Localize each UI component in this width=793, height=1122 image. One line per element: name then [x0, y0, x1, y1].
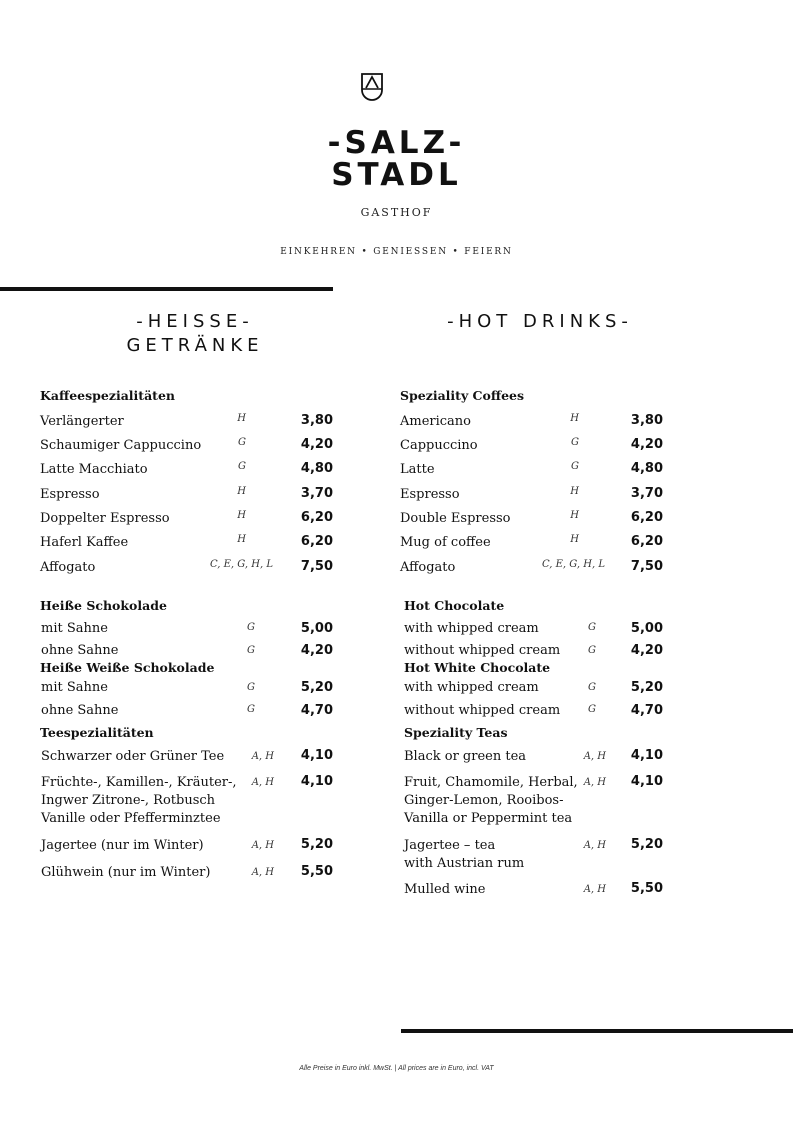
menu-item-name: Haferl Kaffee — [40, 535, 129, 550]
allergen-codes: G — [247, 645, 255, 656]
menu-item-name: Cappuccino — [400, 438, 478, 453]
menu-item-price: 5,50 — [300, 864, 333, 879]
menu-item-name: without whipped cream — [404, 643, 561, 658]
allergen-codes: H — [237, 486, 246, 497]
menu-item-price: 6,20 — [300, 534, 333, 549]
allergen-codes: H — [570, 534, 579, 545]
menu-item-name: with whipped cream — [404, 680, 539, 695]
menu-item-name: without whipped cream — [404, 703, 561, 718]
allergen-codes: C, E, G, H, L — [209, 559, 273, 570]
menu-item-price: 4,80 — [630, 461, 663, 476]
menu-item-price: 4,20 — [300, 437, 333, 452]
menu-item-price: 4,10 — [630, 774, 663, 789]
menu-item-name: Jagertee (nur im Winter) — [41, 838, 204, 853]
menu-item-name: mit Sahne — [41, 621, 108, 636]
menu-item-price: 4,20 — [300, 643, 333, 658]
heading-german-line1: -HEISSE- — [136, 311, 254, 332]
allergen-codes: H — [570, 510, 579, 521]
allergen-codes: G — [247, 622, 255, 633]
menu-item-name: Affogato — [40, 560, 96, 575]
allergen-codes: G — [247, 682, 255, 693]
allergen-codes: A, H — [583, 840, 606, 851]
menu-item-name: Doppelter Espresso — [40, 511, 170, 526]
menu-item-name: with whipped cream — [404, 621, 539, 636]
allergen-codes: H — [570, 486, 579, 497]
section-title-kaffee: Kaffeespezialitäten — [40, 388, 175, 403]
brand-subtitle: GASTHOF — [360, 206, 433, 219]
brand-name-line2: STADL — [331, 157, 462, 193]
divider-bottom-right — [401, 1029, 793, 1033]
allergen-codes: H — [237, 510, 246, 521]
menu-item-price: 7,50 — [300, 559, 333, 574]
allergen-codes: A, H — [251, 751, 274, 762]
menu-item-name: mit Sahne — [41, 680, 108, 695]
menu-item-price: 6,20 — [630, 510, 663, 525]
allergen-codes: G — [571, 437, 579, 448]
menu-item-name: ohne Sahne — [41, 643, 119, 658]
menu-item-name: Affogato — [400, 560, 456, 575]
allergen-codes: G — [588, 622, 596, 633]
menu-item-price: 3,80 — [630, 413, 663, 428]
menu-item-price: 5,50 — [630, 881, 663, 896]
menu-item-price: 6,20 — [300, 510, 333, 525]
menu-item-price: 7,50 — [630, 559, 663, 574]
menu-item-name: Jagertee – tea — [404, 838, 496, 853]
price-footnote: Alle Preise in Euro inkl. MwSt. | All prices are in Euro, incl. VAT — [299, 1065, 494, 1072]
allergen-codes: G — [588, 645, 596, 656]
allergen-codes: G — [238, 461, 246, 472]
allergen-codes: C, E, G, H, L — [541, 559, 605, 570]
section-title-weisse-schokolade: Heiße Weiße Schokolade — [40, 660, 215, 675]
menu-item-price: 4,20 — [630, 437, 663, 452]
menu-item-price: 5,00 — [300, 621, 333, 636]
menu-item-name: Latte — [400, 462, 435, 477]
allergen-codes: H — [570, 413, 579, 424]
menu-item-price: 4,10 — [300, 774, 333, 789]
allergen-codes: A, H — [583, 884, 606, 895]
heading-german-line2: GETRÄNKE — [126, 335, 264, 356]
section-title-schokolade: Heiße Schokolade — [40, 598, 167, 613]
menu-item-price: 5,00 — [630, 621, 663, 636]
menu-item-name: Verlängerter — [40, 414, 124, 429]
menu-item-name: Mug of coffee — [400, 535, 491, 550]
menu-item-name: Espresso — [40, 487, 100, 502]
allergen-codes: A, H — [583, 751, 606, 762]
menu-item-price: 4,70 — [630, 703, 663, 718]
menu-item-price: 5,20 — [300, 837, 333, 852]
divider-top-left — [0, 287, 333, 291]
allergen-codes: G — [588, 682, 596, 693]
menu-item-price: 5,20 — [630, 680, 663, 695]
menu-item-name: Latte Macchiato — [40, 462, 148, 477]
menu-item-name: Vanille oder Pfefferminztee — [41, 811, 221, 826]
section-title-hot-white-chocolate: Hot White Chocolate — [404, 660, 551, 675]
menu-item-price: 3,70 — [300, 486, 333, 501]
menu-item-price: 6,20 — [630, 534, 663, 549]
allergen-codes: A, H — [583, 777, 606, 788]
heading-english: -HOT DRINKS- — [447, 311, 633, 332]
menu-item-name: Double Espresso — [400, 511, 511, 526]
menu-item-name: Ginger-Lemon, Rooibos- — [404, 793, 564, 808]
allergen-codes: A, H — [251, 840, 274, 851]
allergen-codes: G — [238, 437, 246, 448]
menu-item-price: 4,80 — [300, 461, 333, 476]
menu-item-name: Vanilla or Peppermint tea — [404, 811, 573, 826]
section-title-teas: Speziality Teas — [404, 725, 508, 740]
brand-tagline: EINKEHREN • GENIESSEN • FEIERN — [280, 247, 513, 257]
menu-item-price: 4,10 — [630, 748, 663, 763]
menu-item-price: 3,80 — [300, 413, 333, 428]
section-title-tee: Teespezialitäten — [40, 725, 154, 740]
menu-item-price: 4,70 — [300, 703, 333, 718]
menu-item-name: Americano — [400, 414, 472, 429]
allergen-codes: H — [237, 413, 246, 424]
brand-name-line1: -SALZ- — [327, 125, 466, 161]
allergen-codes: G — [247, 704, 255, 715]
salzstadl-emblem-icon — [360, 72, 384, 104]
allergen-codes: G — [571, 461, 579, 472]
menu-item-name: Fruit, Chamomile, Herbal, — [404, 775, 578, 790]
menu-item-name: Black or green tea — [404, 749, 527, 764]
menu-item-name: Mulled wine — [404, 882, 486, 897]
menu-item-name: ohne Sahne — [41, 703, 119, 718]
menu-item-name: Früchte-, Kamillen-, Kräuter-, — [41, 775, 237, 790]
allergen-codes: H — [237, 534, 246, 545]
menu-item-price: 5,20 — [630, 837, 663, 852]
menu-item-name: Schaumiger Cappuccino — [40, 438, 202, 453]
menu-item-price: 4,10 — [300, 748, 333, 763]
menu-item-name: Glühwein (nur im Winter) — [41, 865, 211, 880]
menu-item-name: Schwarzer oder Grüner Tee — [41, 749, 225, 764]
allergen-codes: A, H — [251, 777, 274, 788]
menu-item-price: 3,70 — [630, 486, 663, 501]
menu-item-name: Ingwer Zitrone-, Rotbusch — [41, 793, 216, 808]
menu-item-name: with Austrian rum — [404, 856, 525, 871]
menu-item-price: 4,20 — [630, 643, 663, 658]
allergen-codes: A, H — [251, 867, 274, 878]
menu-item-name: Espresso — [400, 487, 460, 502]
menu-item-price: 5,20 — [300, 680, 333, 695]
allergen-codes: G — [588, 704, 596, 715]
section-title-coffees: Speziality Coffees — [400, 388, 525, 403]
section-title-hot-chocolate: Hot Chocolate — [404, 598, 505, 613]
